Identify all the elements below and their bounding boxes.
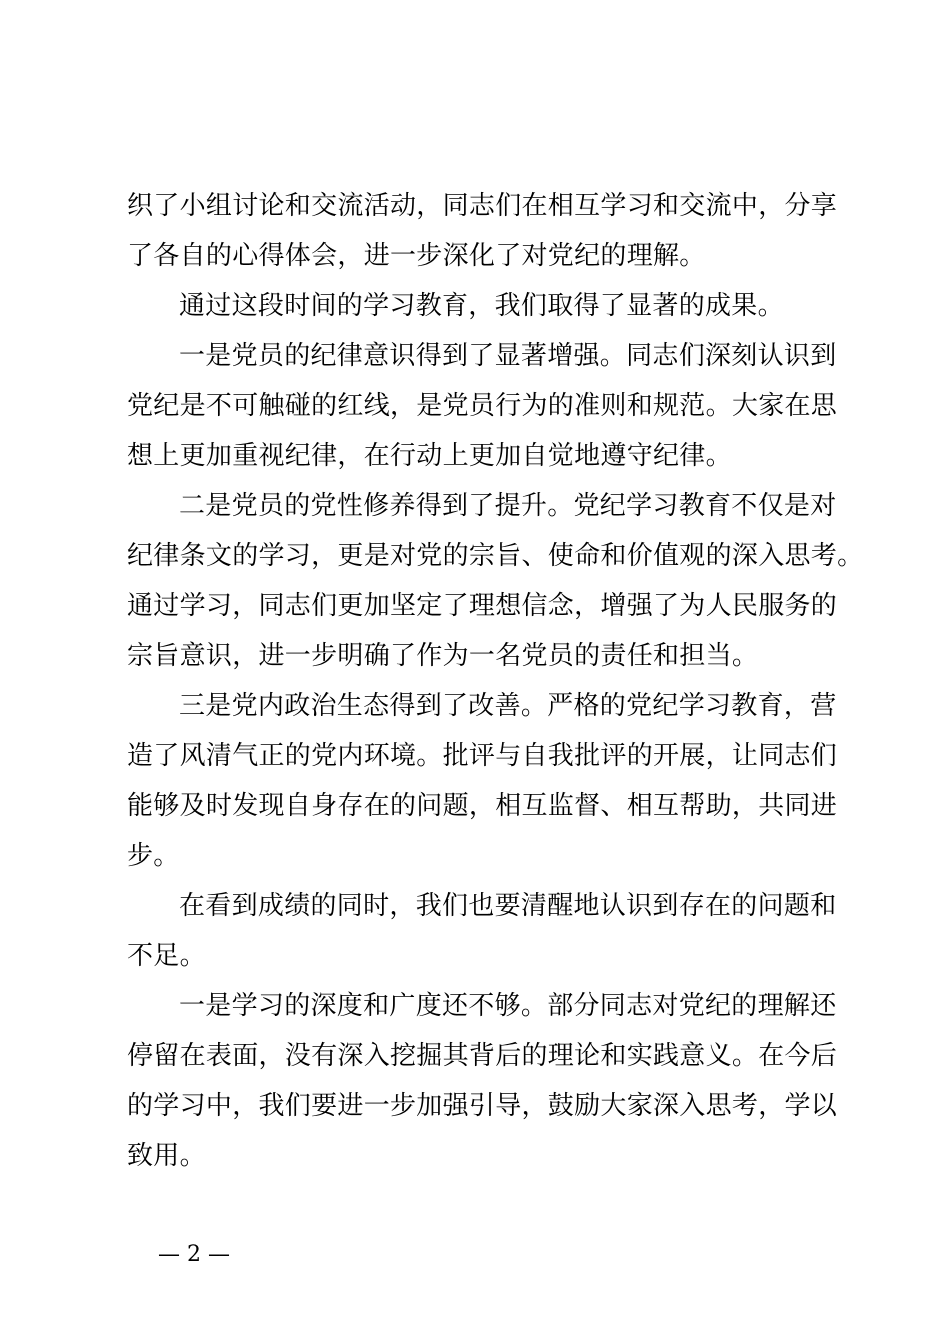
text-line: 党纪是不可触碰的红线，是党员行为的准则和规范。大家在思 [127, 391, 838, 421]
text-line: 致用。 [127, 1141, 206, 1171]
text-line: 想上更加重视纪律，在行动上更加自觉地遵守纪律。 [127, 441, 732, 471]
paragraph-first-line: 在看到成绩的同时，我们也要清醒地认识到存在的问题和 [179, 891, 837, 921]
text-line: 通过学习，同志们更加坚定了理想信念，增强了为人民服务的 [127, 591, 838, 621]
paragraph-first-line: 一是党员的纪律意识得到了显著增强。同志们深刻认识到 [179, 341, 837, 371]
paragraph-first-line: 二是党员的党性修养得到了提升。党纪学习教育不仅是对 [179, 491, 837, 521]
text-line: 了各自的心得体会，进一步深化了对党纪的理解。 [127, 241, 706, 271]
text-line: 造了风清气正的党内环境。批评与自我批评的开展，让同志们 [127, 741, 838, 771]
text-line: 能够及时发现自身存在的问题，相互监督、相互帮助，共同进 [127, 791, 838, 821]
text-line: 纪律条文的学习，更是对党的宗旨、使命和价值观的深入思考。 [127, 541, 864, 571]
paragraph-first-line: 通过这段时间的学习教育，我们取得了显著的成果。 [179, 291, 784, 321]
paragraph-first-line: 一是学习的深度和广度还不够。部分同志对党纪的理解还 [179, 991, 837, 1021]
text-line: 步。 [127, 841, 180, 871]
document-body [127, 181, 864, 1181]
text-line: 宗旨意识，进一步明确了作为一名党员的责任和担当。 [127, 641, 759, 671]
text-line: 织了小组讨论和交流活动，同志们在相互学习和交流中，分享 [127, 191, 838, 221]
text-line: 不足。 [127, 941, 206, 971]
page-number: — 2 — [158, 1242, 230, 1267]
text-line: 停留在表面，没有深入挖掘其背后的理论和实践意义。在今后 [127, 1041, 838, 1071]
text-line: 的学习中，我们要进一步加强引导，鼓励大家深入思考，学以 [127, 1091, 838, 1121]
paragraph-first-line: 三是党内政治生态得到了改善。严格的党纪学习教育，营 [179, 691, 837, 721]
